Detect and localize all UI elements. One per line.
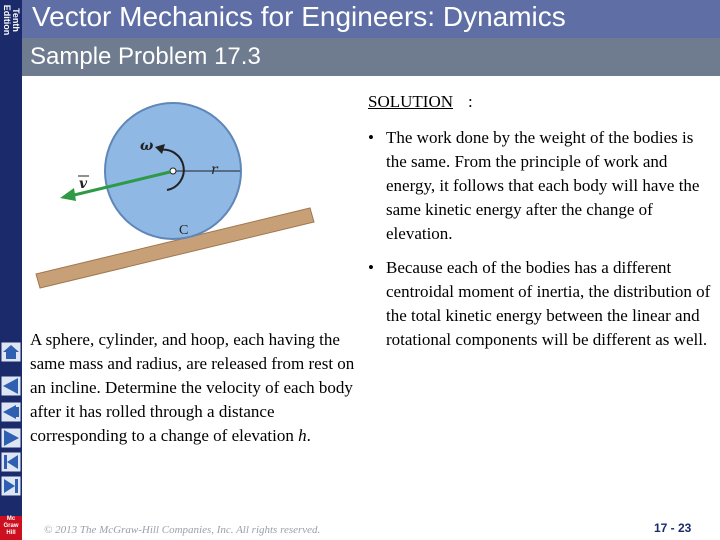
solution-heading: SOLUTION — [368, 92, 453, 111]
problem-variable: h — [298, 426, 307, 445]
last-icon[interactable] — [0, 475, 22, 497]
problem-statement — [30, 328, 366, 448]
omega-label: ω — [140, 138, 154, 154]
mcgraw-hill-logo: Mc Graw Hill — [0, 516, 22, 540]
home-icon[interactable] — [0, 341, 22, 363]
bullet-dot: • — [368, 258, 374, 277]
edition-label: Tenth Edition — [2, 4, 21, 36]
list-item — [366, 256, 714, 352]
problem-text: A sphere, cylinder, and hoop, each having the same mass and radius, are released from rest on an incline. Determine the velocity of each body after it has rolled through a distance corresponding to a change of elevation — [30, 330, 355, 445]
page-number: 17 - 23 — [654, 521, 692, 535]
problem-period: . — [306, 426, 311, 445]
problem-title: Sample Problem 17.3 — [30, 43, 261, 70]
radius-label: r — [211, 162, 218, 178]
solution-heading-colon: : — [468, 92, 473, 111]
list-item — [366, 126, 714, 246]
velocity-label: v — [79, 176, 88, 192]
copyright-text: © 2013 The McGraw-Hill Companies, Inc. All rights reserved. — [44, 524, 321, 536]
book-title: Vector Mechanics for Engineers: Dynamics — [32, 1, 566, 32]
contact-point-label: C — [179, 223, 189, 238]
rolling-disk-figure — [34, 98, 334, 298]
back-icon[interactable] — [0, 401, 22, 423]
first-icon[interactable] — [0, 451, 22, 473]
solution-bullets — [366, 126, 714, 362]
bullet-text: Because each of the bodies has a different centroidal moment of inertia, the distribution of the total kinetic energy between the linear and rotational components will be different as well. — [386, 258, 711, 349]
next-icon[interactable] — [0, 427, 22, 449]
center-point — [170, 168, 176, 174]
previous-icon[interactable] — [0, 375, 22, 397]
bullet-text: The work done by the weight of the bodies is the same. From the principle of work and energy, it follows that each body will have the same kinetic energy after the change of elevation. — [386, 128, 700, 243]
velocity-arrowhead-icon — [60, 188, 76, 201]
bullet-dot: • — [368, 128, 374, 147]
